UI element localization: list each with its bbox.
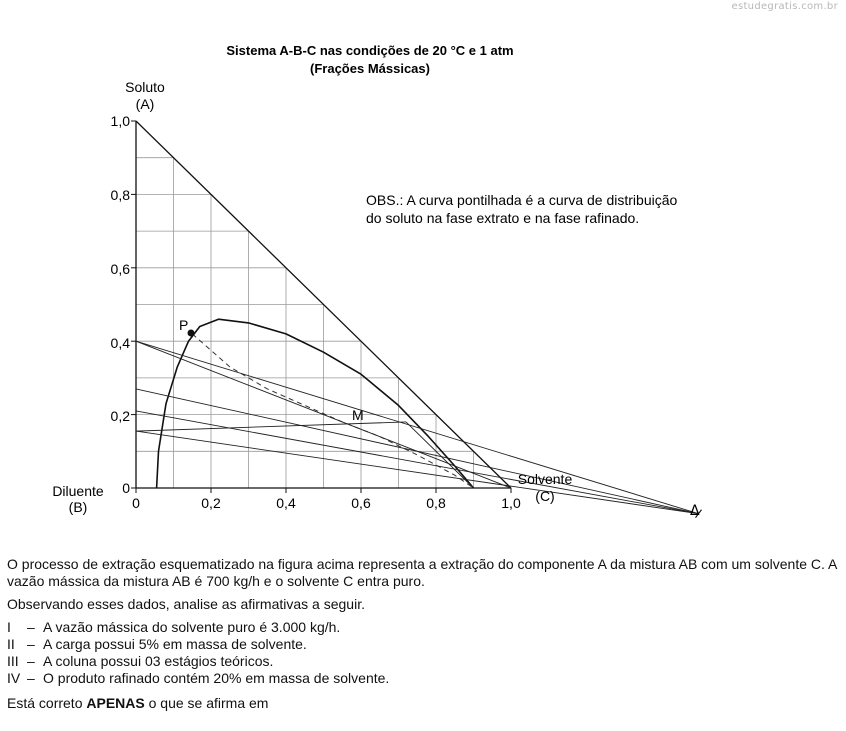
statement-number: II bbox=[7, 636, 15, 652]
origin-label: Diluente bbox=[52, 483, 104, 499]
y-tick-02: 0,2 bbox=[110, 408, 130, 424]
y-tick-10: 1,0 bbox=[110, 113, 130, 129]
origin-sublabel: (B) bbox=[68, 499, 88, 515]
statement-dash: – bbox=[27, 636, 35, 652]
statement-item bbox=[7, 636, 839, 653]
y-tick-08: 0,8 bbox=[110, 187, 130, 203]
statement-text: A vazão mássica do solvente puro é 3.000 kg/h. bbox=[43, 619, 341, 635]
question-paragraph-2: Observando esses dados, analise as afirmativas a seguir. bbox=[7, 596, 365, 612]
statement-list bbox=[7, 619, 839, 687]
note-line-2: do soluto na fase extrato e na fase rafinado. bbox=[366, 210, 640, 226]
x-tick-04: 0,4 bbox=[276, 495, 296, 511]
watermark: estudegratis.com.br bbox=[731, 1, 838, 12]
statement-number: III bbox=[7, 653, 19, 669]
statement-dash: – bbox=[27, 670, 35, 686]
point-p-label: P bbox=[179, 317, 189, 333]
point-m-label: M bbox=[352, 407, 364, 423]
statement-item bbox=[7, 619, 839, 636]
y-axis-sublabel: (A) bbox=[135, 96, 155, 112]
statement-dash: – bbox=[27, 619, 35, 635]
point-delta-label: Δ bbox=[690, 503, 700, 519]
y-axis-label: Soluto bbox=[125, 79, 165, 95]
statement-item bbox=[7, 653, 839, 670]
question-text bbox=[7, 556, 839, 712]
x-tick-08: 0,8 bbox=[426, 495, 446, 511]
operating-lines bbox=[136, 341, 702, 517]
closing-suffix: o que se afirma em bbox=[144, 695, 269, 711]
question-paragraph-1: O processo de extração esquematizado na figura acima representa a extração do componente A da mistura AB com um solvente C. A vazão mássica da mistura AB é 700 kg/h e o solvente C entra puro. bbox=[7, 556, 837, 589]
diagram-subtitle: (Frações Mássicas) bbox=[310, 61, 430, 76]
x-tick-0: 0 bbox=[132, 495, 140, 511]
point-p-marker bbox=[188, 330, 195, 337]
y-tick-0: 0 bbox=[122, 480, 130, 496]
statement-text: A carga possui 5% em massa de solvente. bbox=[43, 636, 307, 652]
statement-item bbox=[7, 670, 839, 687]
grid bbox=[131, 121, 511, 493]
closing-bold: APENAS bbox=[86, 695, 145, 711]
operating-line bbox=[136, 422, 406, 431]
x-tick-10: 1,0 bbox=[501, 495, 521, 511]
statement-text: O produto rafinado contém 20% em massa de solvente. bbox=[43, 670, 390, 686]
x-tick-06: 0,6 bbox=[351, 495, 371, 511]
x-tick-02: 0,2 bbox=[201, 495, 221, 511]
y-tick-04: 0,4 bbox=[110, 335, 130, 351]
question-closing bbox=[7, 695, 839, 712]
y-tick-06: 0,6 bbox=[110, 261, 130, 277]
diagram-title: Sistema A-B-C nas condições de 20 °C e 1 atm bbox=[226, 43, 514, 58]
statement-dash: – bbox=[27, 653, 35, 669]
statement-text: A coluna possui 03 estágios teóricos. bbox=[43, 653, 274, 669]
note-line-1: OBS.: A curva pontilhada é a curva de distribuição bbox=[366, 192, 678, 208]
closing-prefix: Está correto bbox=[7, 695, 87, 711]
statement-number: I bbox=[7, 619, 11, 635]
solvent-sublabel: (C) bbox=[535, 488, 555, 504]
solvent-label: Solvente bbox=[517, 471, 573, 487]
statement-number: IV bbox=[7, 670, 21, 686]
